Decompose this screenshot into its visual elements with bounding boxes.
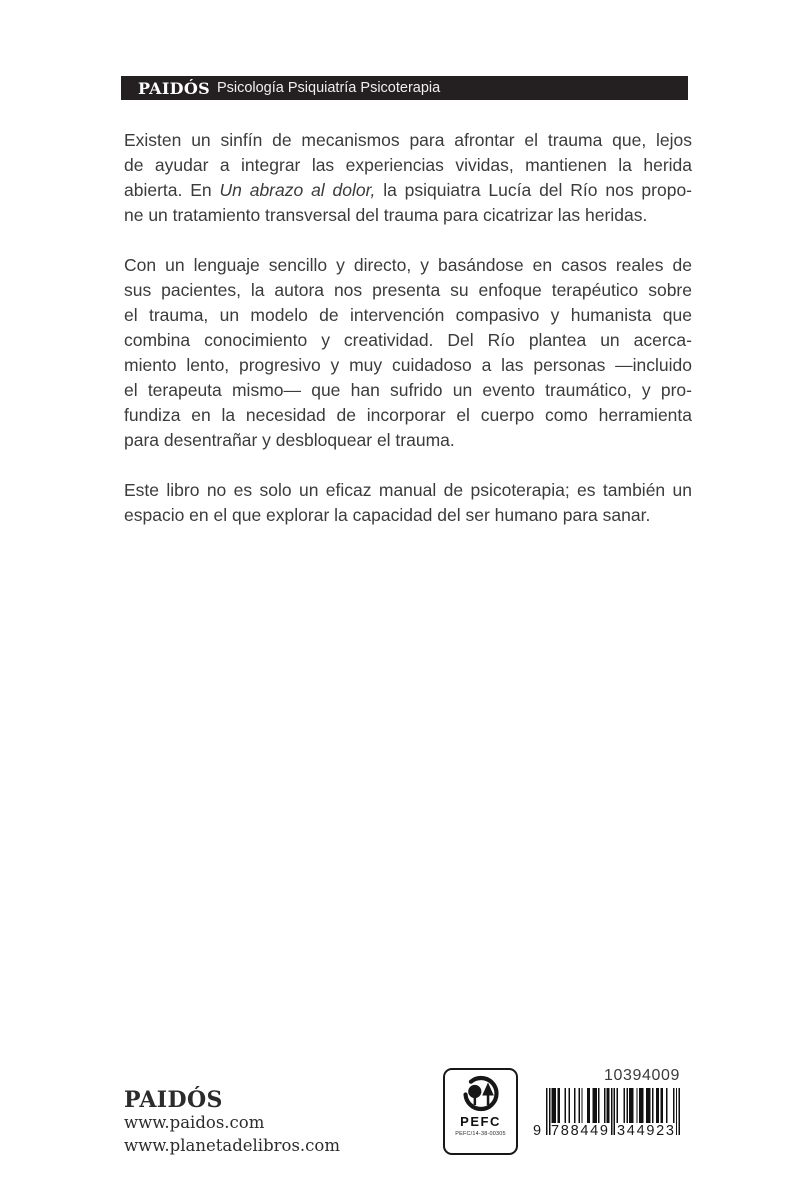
text-line: el trauma, un modelo de intervención compasivo y humanista que [124,305,692,325]
text-line: Existen un sinfín de mecanismos para afrontar el trauma que, lejos [124,130,692,150]
publisher-url-paidos: www.paidos.com [124,1113,265,1132]
text-line: sus pacientes, la autora nos presenta su enfoque terapéutico sobre [124,280,692,300]
text-line: Con un lenguaje sencillo y directo, y basándose en casos reales de [124,255,692,275]
product-code: 10394009 [604,1067,680,1084]
imprint-subtitle: Psicología Psiquiatría Psicoterapia [216,80,441,96]
paragraph [124,128,692,228]
text-line: espacio en el que explorar la capacidad del ser humano para sanar. [124,505,651,525]
publisher-url-planetadelibros: www.planetadelibros.com [124,1135,340,1155]
pefc-badge [443,1068,518,1155]
barcode-digits-group2: 3 4 4 9 2 3 [617,1123,674,1139]
pefc-cert-number: PEFC/14-38-00305 [455,1131,506,1137]
text-line: Este libro no es solo un eficaz manual de psicoterapia; es también un [124,480,692,500]
barcode-block [533,1066,680,1148]
text-line: miento lento, progresivo y muy cuidadoso a las personas —incluido [124,355,692,375]
text-line: combina conocimiento y creatividad. Del Río plantea un acerca- [124,330,692,350]
publisher-logo: PAIDÓS [124,1087,223,1113]
pefc-trees-icon [460,1074,502,1114]
imprint-brand: PAIDÓS [138,78,210,98]
synopsis [124,128,692,553]
text-line: abierta. En Un abrazo al dolor, la psiquiatra Lucía del Río nos propo- [124,180,693,200]
paragraph [124,478,692,528]
text-line: ne un tratamiento transversal del trauma para cicatrizar las heridas. [124,205,648,225]
text-line: de ayudar a integrar las experiencias vividas, mantienen la herida [124,155,692,175]
barcode-digits-group1: 7 8 8 4 4 9 [551,1123,608,1139]
paragraph [124,253,692,453]
imprint-banner [121,76,688,100]
ean13-barcode [533,1088,680,1148]
pefc-label: PEFC [460,1114,501,1129]
barcode-first-digit: 9 [533,1123,542,1139]
text-line: fundiza en la necesidad de incorporar el cuerpo como herramienta [124,405,692,425]
publisher-block [124,1088,340,1157]
text-line: el terapeuta mismo— que han sufrido un evento traumático, y pro- [124,380,692,400]
text-line: para desentrañar y desbloquear el trauma. [124,430,455,450]
